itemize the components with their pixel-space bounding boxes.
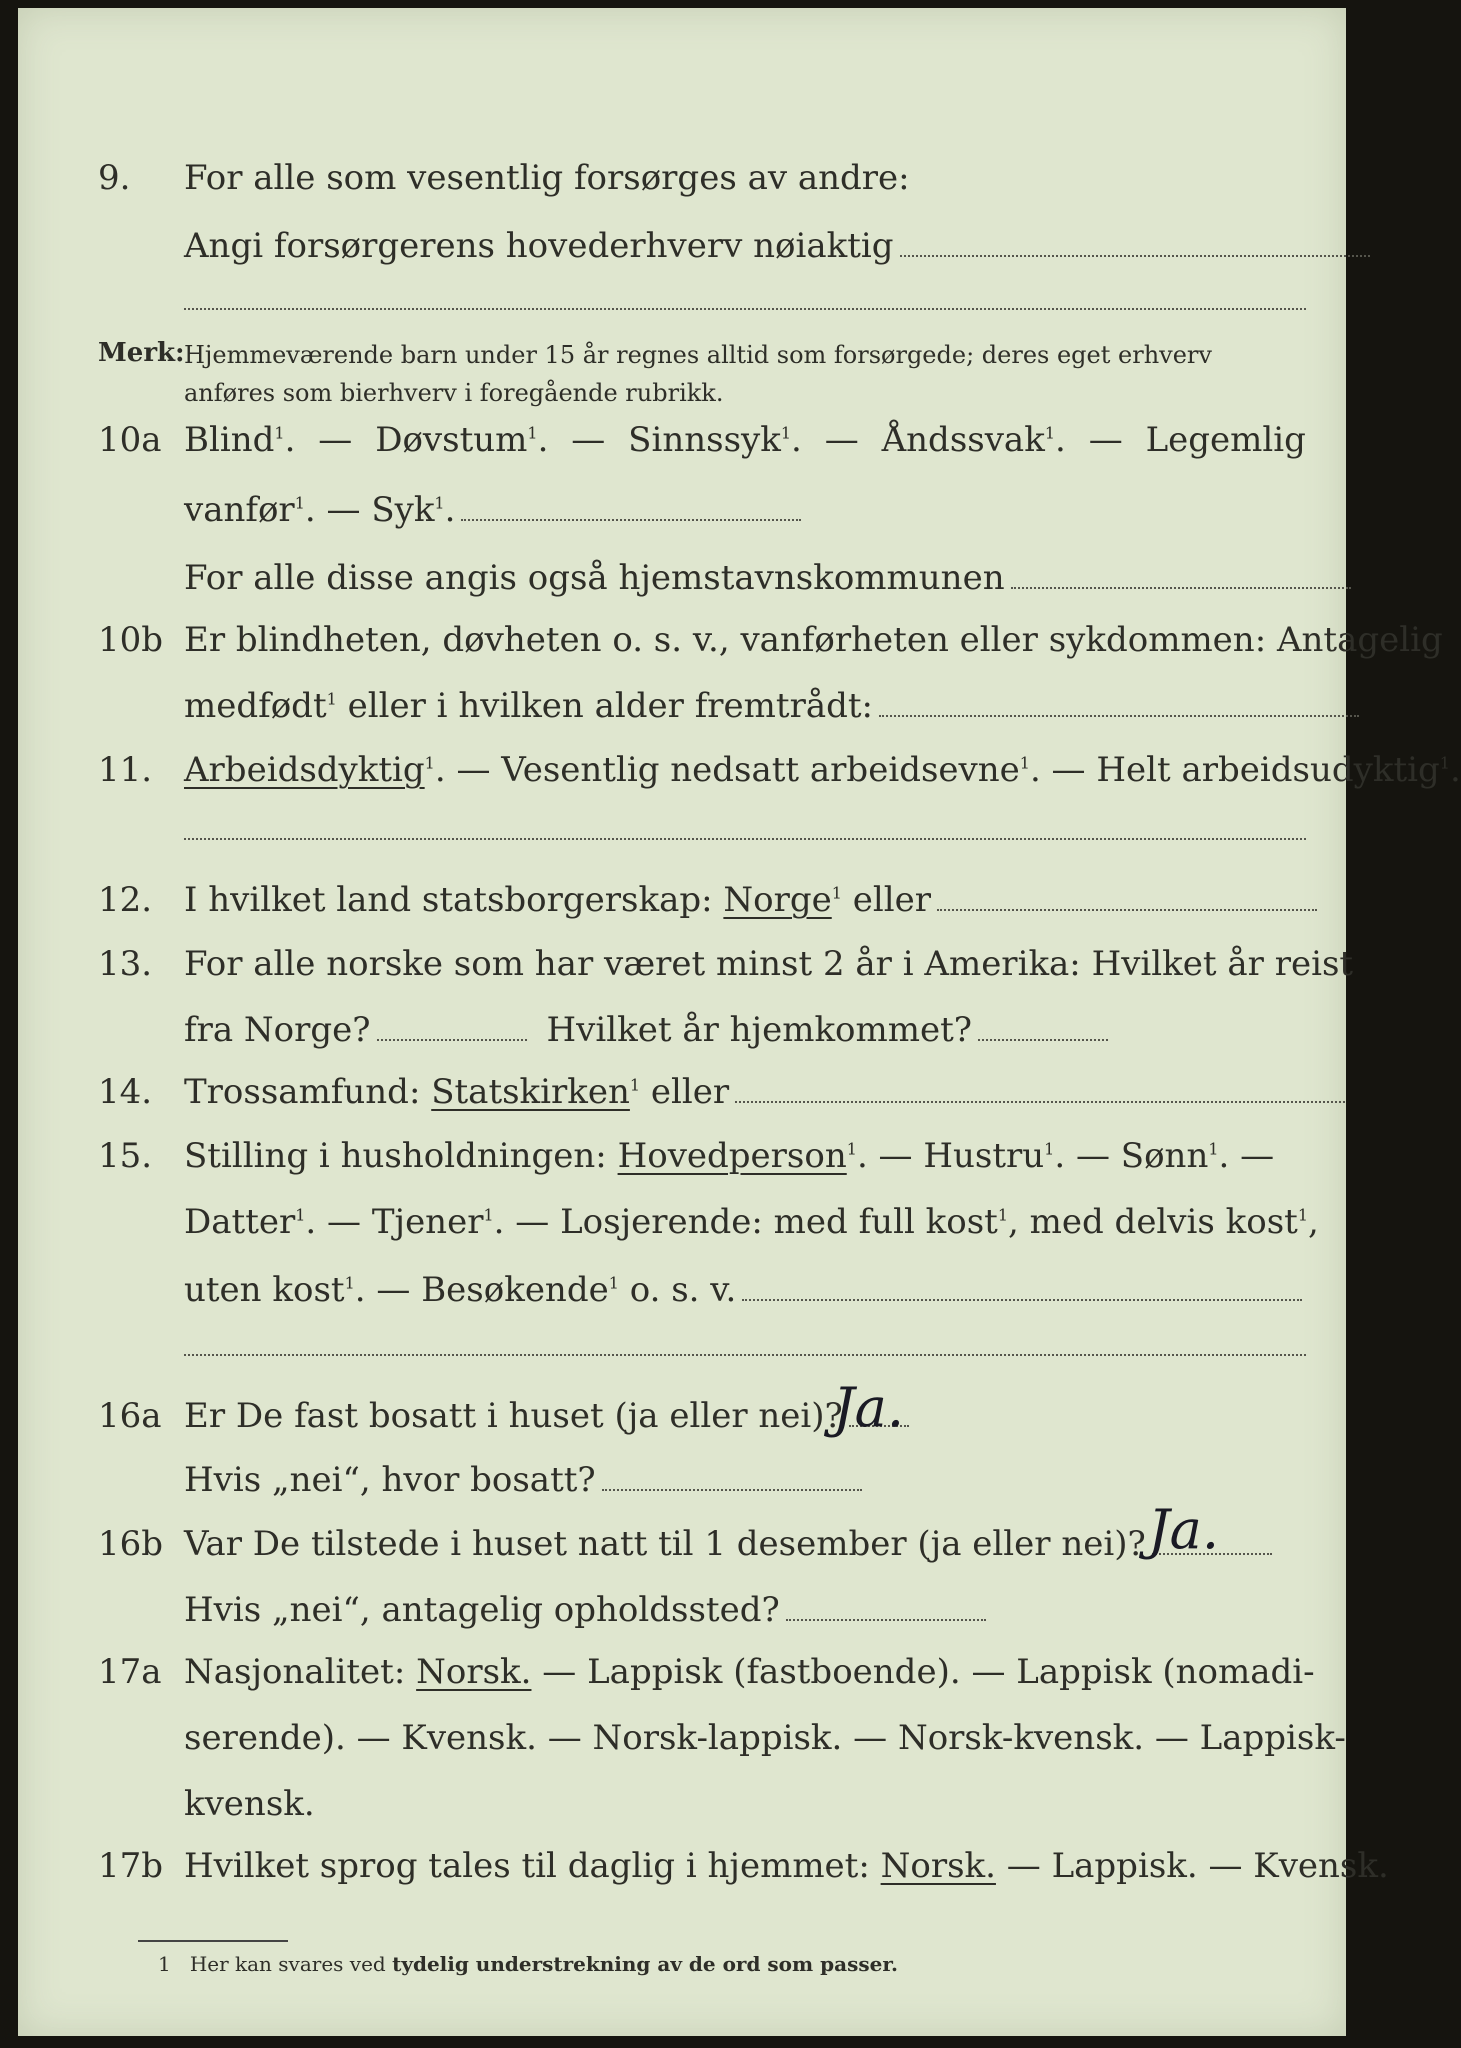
question-text: fra Norge? [184,1010,371,1050]
answer-field[interactable] [602,1489,862,1491]
question-number: 14. [98,1072,153,1112]
question-text: Angi forsørgerens hovederhverv nøiaktig [184,226,894,266]
question-number: 16b [98,1524,164,1564]
question-number: 11. [98,750,153,790]
question-text: Nasjonalitet: [184,1652,406,1692]
answer-field[interactable] [786,1619,986,1621]
question-text: Trossamfund: [184,1072,421,1112]
question-number: 17a [98,1652,162,1692]
option-syk[interactable]: Syk [371,490,435,530]
question-text: eller i hvilken alder fremtrådt: [347,686,873,726]
option-uten-kost[interactable]: uten kost [184,1270,345,1310]
option-norsk-selected[interactable]: Norsk. [880,1846,996,1886]
question-text: Hvis „nei“, antagelig opholdssted? [184,1590,780,1630]
option-andssvak[interactable]: Åndssvak [881,420,1045,460]
question-number: 15. [98,1136,153,1176]
question-text: Var De tilstede i huset natt til 1 desember (ja eller nei)? [184,1524,1146,1564]
option-legemlig[interactable]: Legemlig [1145,420,1306,460]
option-sinnssyk[interactable]: Sinnssyk [628,420,781,460]
question-text: Hvilket sprog tales til daglig i hjemmet: [184,1846,870,1886]
option-hovedperson-selected[interactable]: Hovedperson [617,1136,847,1176]
answer-field[interactable] [184,1354,1306,1356]
question-text: Hvis „nei“, hvor bosatt? [184,1460,596,1500]
option-norsk-selected[interactable]: Norsk. [416,1652,532,1692]
handwritten-answer: Ja. [833,1376,905,1439]
census-form-page: 9. For alle som vesentlig forsørges av andre: Angi forsørgerens hovederhverv nøiaktig Merk: Hjemmeværende barn under 15 år regnes alltid som forsørgede; deres eget erhverv anføres som bierhverv i foregående rubrikk. 10a Blind$^1$. — Døvstum$^1$. — Sinnssyk$^1$. — Åndssvak$^1$. — Legemlig vanfør$^1$. — Syk$^1$. For alle disse angis også hjemstavnskommunen 10b Er blindheten, døvheten o. s. v., vanførheten eller sykdommen: Antagelig medfødt$^1$ eller i hvilken alder fremtrådt: 11. Arbeidsdyktig$^1$. — Vesentlig nedsatt arbeidsevne$^1$. — Helt arbeidsudyktig$^1$. 12. I hvilket land statsborgerskap: Norge$^1$ eller 13. For alle norske som har været minst 2 år i Amerika: Hvilket år reist fra Norge? Hvilket år hjemkommet? 14. Trossamfund: Statskirken$^1$ eller 15. Stilling i husholdningen: Hovedperson$^1$. — Hustru$^1$. — Sønn$^1$. — Datter$^1$. — Tjener$^1$. — Losjerende: med full kost$^1$, med delvis kost$^1$, uten kost$^1$. — Besøkende$^1$ o. s. v. 16a Er De fast bosatt i huset (ja eller nei)? Ja. Hvis „nei“, hvor bosatt? 16b Var De tilstede i huset natt til 1 desember (ja eller nei)? Ja. Hvis „nei“, antagelig opholdssted? 17a Nasjonalitet: Norsk. — Lappisk (fastboende). — Lappisk (nomadi- serende). — Kvensk. — Norsk-lappisk. — Norsk-kvensk. — Lappisk- kvensk. 17b Hvilket sprog tales til daglig i hjemmet: Norsk. — Lappisk. — Kvensk. 1 Her kan svares ved tydelig understrekning av de ord som passer. [18,8,1346,2036]
option-besokende[interactable]: . — Besøkende [354,1270,609,1310]
option-list: — Lappisk (fastboende). — Lappisk (nomadi- [542,1652,1315,1692]
option-tjener[interactable]: . — Tjener [305,1202,484,1242]
question-number: 17b [98,1846,164,1886]
footnote-divider [138,1940,288,1942]
answer-field[interactable] [937,909,1317,911]
footnote: 1 Her kan svares ved tydelig understrekning av de ord som passer. [158,1952,898,1976]
option-nedsatt[interactable]: . — Vesentlig nedsatt arbeidsevne [434,750,1020,790]
question-text: For alle som vesentlig forsørges av andre: [184,158,910,198]
option-list: serende). — Kvensk. — Norsk-lappisk. — Norsk-kvensk. — Lappisk- [184,1718,1346,1758]
answer-field[interactable] [978,1039,1108,1041]
option-medfodt[interactable]: medfødt [184,686,327,726]
question-text: For alle disse angis også hjemstavnskommunen [184,558,1005,598]
answer-field[interactable] [735,1101,1345,1103]
option-arbeidsdyktig-selected[interactable]: Arbeidsdyktig [184,750,425,790]
answer-field[interactable] [377,1039,527,1041]
answer-field[interactable] [1011,587,1351,589]
note-label: Merk: [98,338,185,368]
question-number: 10b [98,620,164,660]
question-text: For alle norske som har været minst 2 år i Amerika: Hvilket år reist [184,944,1354,984]
option-norge-selected[interactable]: Norge [723,880,832,920]
question-text: Stilling i husholdningen: [184,1136,607,1176]
answer-field[interactable] [742,1299,1302,1301]
option-list: kvensk. [184,1784,315,1824]
answer-field[interactable] [184,308,1306,310]
question-text: Er De fast bosatt i huset (ja eller nei)? [184,1396,843,1436]
answer-field[interactable] [184,838,1306,840]
question-number: 16a [98,1396,162,1436]
note-text: Hjemmeværende barn under 15 år regnes alltid som forsørgede; deres eget erhverv anføres som bierhverv i foregående rubrikk. [184,341,1212,407]
answer-field[interactable] [900,255,1370,257]
option-dovstum[interactable]: Døvstum [375,420,528,460]
question-text: I hvilket land statsborgerskap: [184,880,713,920]
option-sonn[interactable]: . — Sønn [1054,1136,1209,1176]
option-hustru[interactable]: . — Hustru [856,1136,1045,1176]
option-statskirken-selected[interactable]: Statskirken [431,1072,630,1112]
handwritten-answer: Ja. [1148,1498,1220,1561]
option-full-kost[interactable]: . — Losjerende: med full kost [493,1202,998,1242]
question-number: 12. [98,880,153,920]
answer-field[interactable] [879,715,1359,717]
question-number: 10a [98,420,162,460]
option-udyktig[interactable]: . — Helt arbeidsudyktig [1029,750,1440,790]
option-list: — Lappisk. — Kvensk. [1006,1846,1389,1886]
option-delvis-kost[interactable]: , med delvis kost [1008,1202,1298,1242]
question-number: 9. [98,158,131,198]
answer-field[interactable] [461,519,801,521]
question-number: 13. [98,944,153,984]
question-text: Er blindheten, døvheten o. s. v., vanførheten eller sykdommen: Antagelig [184,620,1443,660]
option-blind[interactable]: Blind [184,420,275,460]
option-vanfor[interactable]: vanfør [184,490,295,530]
option-datter[interactable]: Datter [184,1202,296,1242]
question-text: Hvilket år hjemkommet? [546,1010,973,1050]
